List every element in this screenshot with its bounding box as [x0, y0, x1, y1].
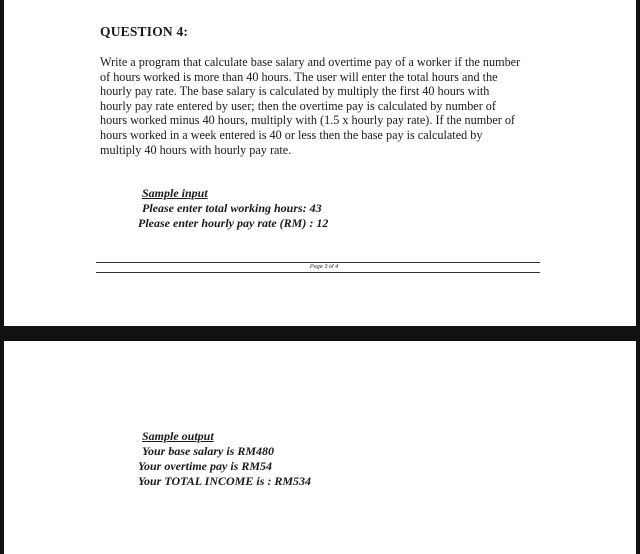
- sample-output-line: Your overtime pay is RM54: [138, 459, 272, 473]
- question-line: hours worked minus 40 hours, multiply with (1.5 x hourly pay rate). If the number of: [100, 113, 515, 128]
- footer-divider-bottom: [96, 272, 540, 273]
- sample-input-line: Please enter hourly pay rate (RM) : 12: [138, 216, 329, 230]
- question-line: hours worked in a week entered is 40 or less then the base pay is calculated by: [100, 127, 483, 142]
- sample-output-block: [138, 429, 311, 489]
- sample-output-line: Your TOTAL INCOME is : RM534: [138, 474, 312, 488]
- page-number: Page 3 of 4: [310, 264, 339, 270]
- sample-input-line: Please enter total working hours: 43: [142, 201, 322, 215]
- question-text: [100, 55, 544, 157]
- question-line: hourly pay rate. The base salary is calculated by multiply the first 40 hours with: [100, 84, 490, 99]
- question-line: hourly pay rate entered by user; then the overtime pay is calculated by number of: [100, 98, 496, 113]
- footer-divider-top: [96, 262, 540, 263]
- question-line: Write a program that calculate base salary and overtime pay of a worker if the number: [100, 55, 521, 69]
- document-page-3: [4, 0, 636, 326]
- question-line: multiply 40 hours with hourly pay rate.: [100, 142, 292, 157]
- sample-output-line: Your base salary is RM480: [142, 444, 275, 458]
- sample-input-heading: Sample input: [142, 186, 208, 200]
- question-line: of hours worked is more than 40 hours. The user will enter the total hours and the: [100, 69, 498, 84]
- question-title: QUESTION 4:: [100, 24, 189, 39]
- sample-output-heading: Sample output: [142, 429, 214, 443]
- sample-input-block: [138, 186, 328, 231]
- document-page-4: [4, 341, 636, 554]
